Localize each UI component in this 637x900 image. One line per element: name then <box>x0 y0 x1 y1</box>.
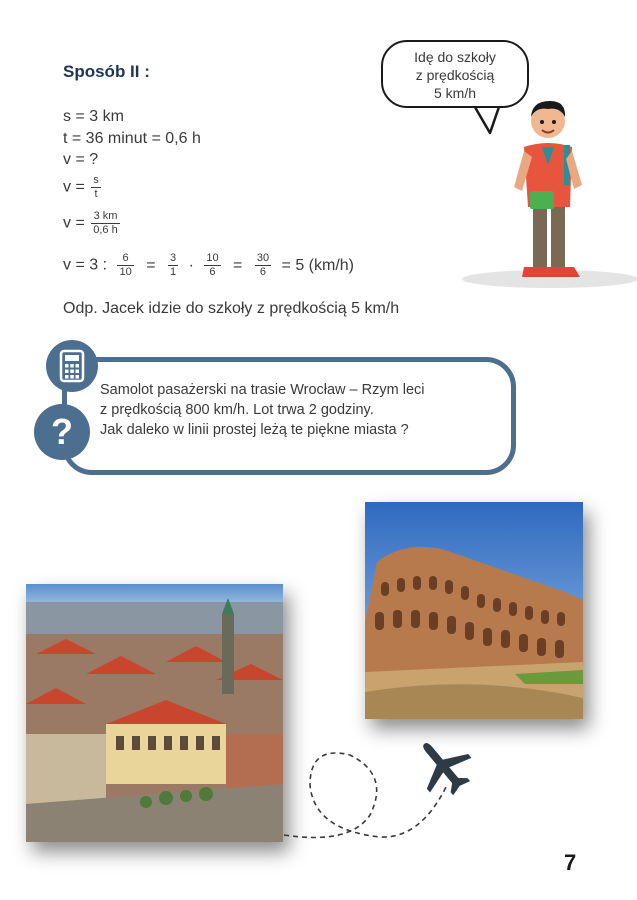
task-line-1: Samolot pasażerski na trasie Wrocław – Rzym leci <box>100 382 425 398</box>
photo-wroclaw-old-town <box>26 584 283 842</box>
fraction-3-1 <box>168 252 178 279</box>
photo-rome-colosseum <box>365 502 583 719</box>
fraction-denominator: 6 <box>259 266 267 278</box>
fraction-numerator: 3 km <box>91 210 119 224</box>
formula-prefix: v = <box>63 178 85 196</box>
airplane-icon <box>412 735 474 797</box>
equals-sign: = <box>233 256 243 274</box>
task-line-3: Jak daleko w linii prostej leżą te piękne miasta ? <box>100 422 409 438</box>
calculator-badge <box>46 340 98 392</box>
boy-character <box>460 95 637 295</box>
calc-prefix: v = 3 : <box>63 256 108 274</box>
answer-text: Odp. Jacek idzie do szkoły z prędkością 5 km/h <box>63 300 400 317</box>
equation-calculation <box>63 252 354 279</box>
fraction-numerator: 30 <box>256 252 270 264</box>
bubble-line-2: z prędkością <box>415 67 495 83</box>
equation-distance: s = 3 km <box>63 108 124 125</box>
fraction-s-over-t <box>91 174 101 201</box>
equals-sign: = <box>146 256 156 274</box>
task-text <box>100 380 502 440</box>
bubble-line-1: Idę do szkoły <box>414 49 496 65</box>
calc-result: = 5 (km/h) <box>281 256 355 274</box>
fraction-numerator: 10 <box>206 252 219 264</box>
equation-substitution <box>63 210 122 237</box>
fraction-10-6 <box>204 252 220 279</box>
fraction-numerator: 6 <box>117 252 133 266</box>
fraction-denominator: 10 <box>119 266 132 278</box>
task-line-2: z prędkością 800 km/h. Lot trwa 2 godziny. <box>100 402 374 418</box>
bubble-line-3: 5 km/h <box>433 85 476 101</box>
question-mark-icon: ? <box>34 404 90 460</box>
fraction-denominator: 0,6 h <box>93 224 118 236</box>
multiply-sign: · <box>188 256 194 274</box>
calculator-icon <box>46 340 98 392</box>
equation-unknown: v = ? <box>63 151 99 168</box>
fraction-denominator: 6 <box>209 266 216 278</box>
fraction-km-over-h <box>91 210 119 237</box>
fraction-numerator: 3 <box>169 252 177 264</box>
method-heading: Sposób II : <box>63 62 150 81</box>
fraction-6-10 <box>117 252 133 279</box>
fraction-30-6 <box>255 252 271 279</box>
fraction-denominator: t <box>94 188 98 200</box>
equation-time: t = 36 minut = 0,6 h <box>63 130 201 147</box>
fraction-denominator: 1 <box>169 266 177 278</box>
substitution-prefix: v = <box>63 214 85 232</box>
fraction-numerator: s <box>93 174 99 186</box>
page-number: 7 <box>564 850 577 875</box>
equation-formula <box>63 174 103 201</box>
